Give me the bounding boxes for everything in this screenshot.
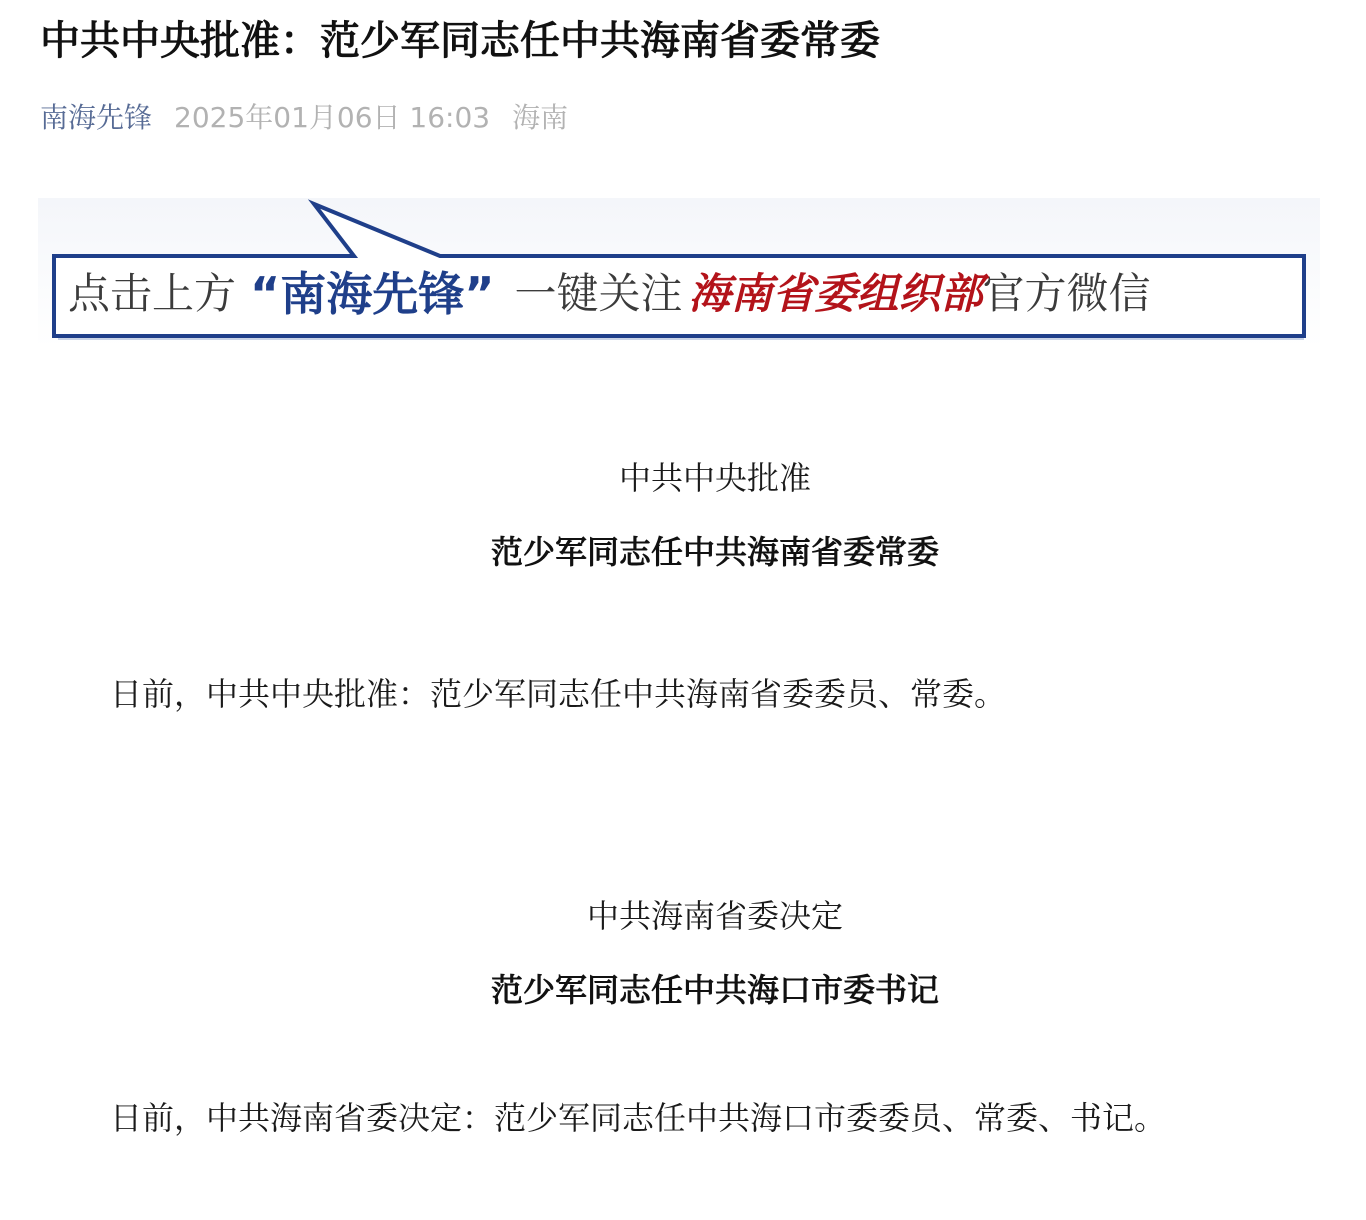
article-title: 中共中央批准：范少军同志任中共海南省委常委 [40,18,880,64]
banner-text [54,256,1300,332]
banner-open-quote: “ [250,267,281,321]
section-2-subheading: 范少军同志任中共海口市委书记 [490,971,939,1009]
account-name-link[interactable]: 南海先锋 [40,101,153,134]
banner-close-quote: ” [464,267,495,321]
publish-location: 海南 [512,101,569,134]
section-1-paragraph: 日前，中共中央批准：范少军同志任中共海南省委委员、常委。 [110,675,1007,713]
banner-suffix: 官方微信 [982,269,1151,318]
section-2-paragraph: 日前，中共海南省委决定：范少军同志任中共海口市委委员、常委、书记。 [110,1099,1167,1137]
banner-dept: 海南省委组织部 [688,269,983,318]
article-meta [40,98,568,138]
banner-middle: 一键关注 [514,269,683,318]
follow-banner-image [38,198,1320,348]
banner-prefix: 点击上方 [68,269,237,318]
banner-brand: 南海先锋 [280,267,465,321]
section-1-heading: 中共中央批准 [618,459,811,497]
publish-time: 2025年01月06日 16:03 [174,101,491,134]
section-2-heading: 中共海南省委决定 [586,897,843,935]
section-1-subheading: 范少军同志任中共海南省委常委 [490,533,939,571]
